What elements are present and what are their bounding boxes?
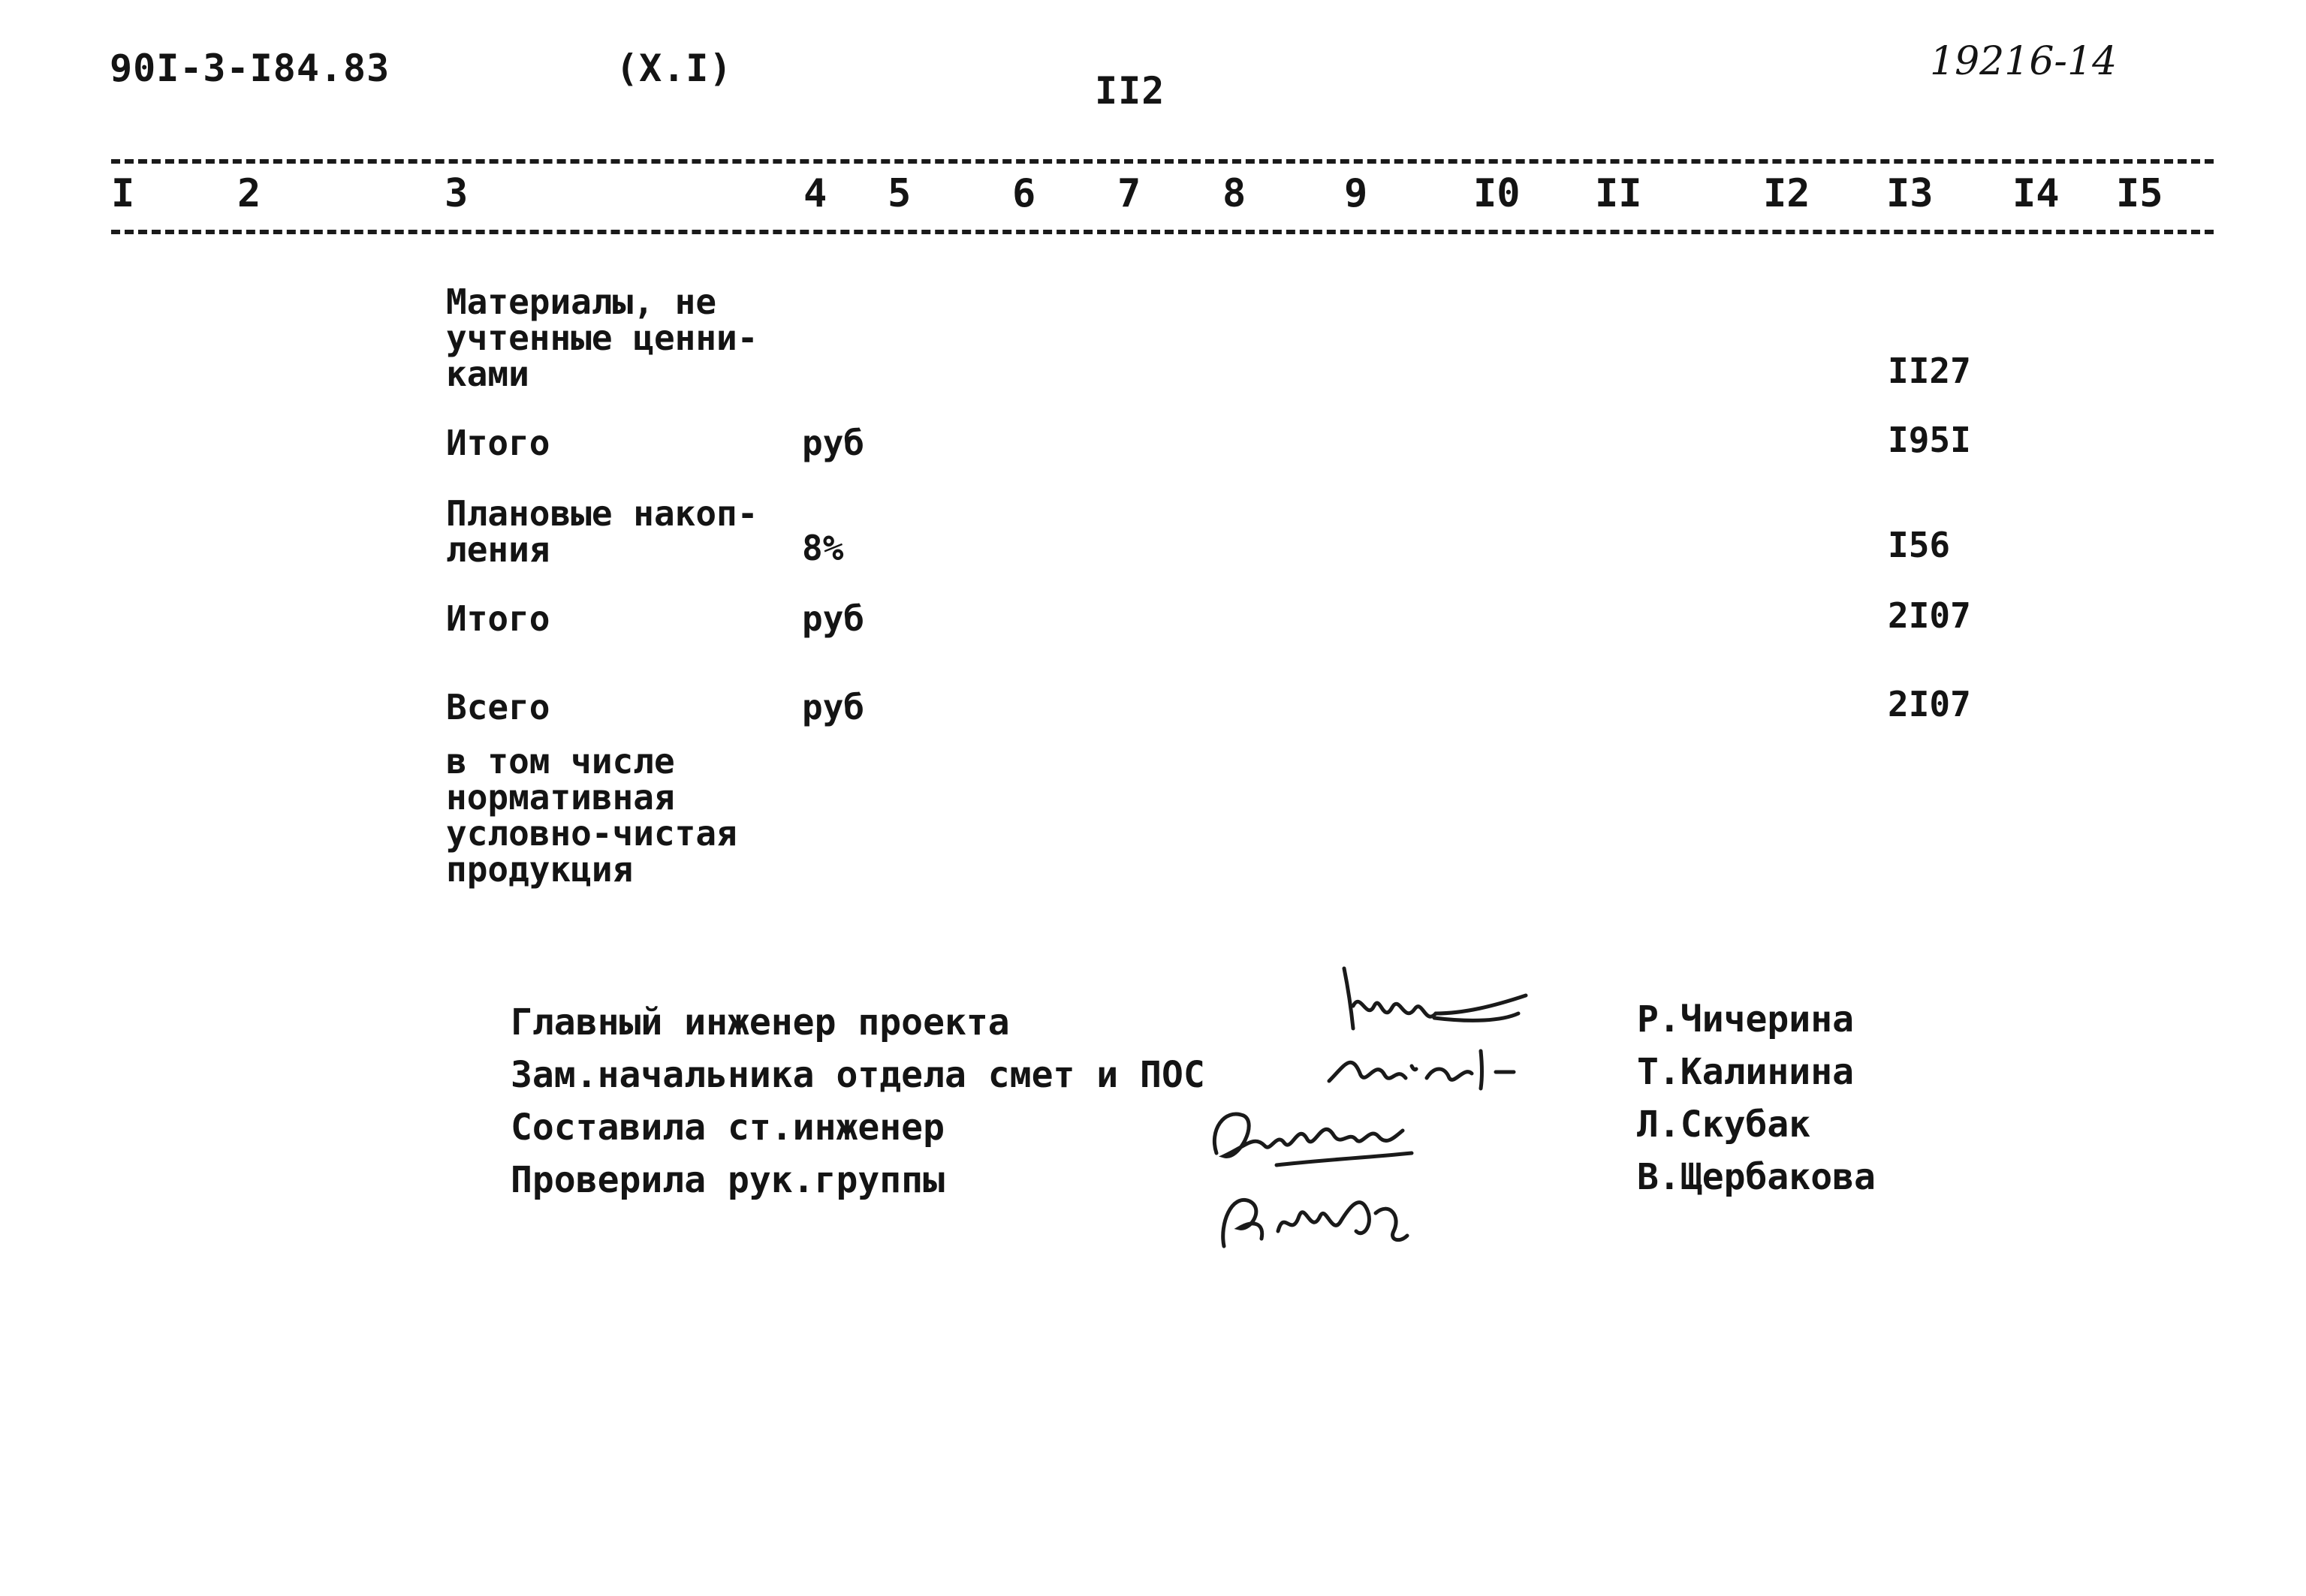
row-amount: 2I07	[1888, 595, 1971, 636]
signer-role: Проверила рук.группы	[511, 1159, 945, 1201]
inventory-number: 19216-14	[1930, 39, 2118, 84]
signature-chicherina	[1322, 961, 1547, 1043]
row-amount: I56	[1888, 525, 1951, 565]
column-number: 9	[1344, 171, 1368, 216]
row-unit: руб	[802, 598, 865, 639]
page-number: II2	[1095, 69, 1165, 113]
column-number: 2	[237, 171, 261, 216]
row-amount: I95I	[1888, 420, 1971, 460]
table-top-rule	[111, 159, 2214, 164]
column-number: I4	[2012, 171, 2060, 216]
row-unit: руб	[802, 687, 865, 727]
signer-name: Р.Чичерина	[1637, 998, 1854, 1040]
row-description: Итого	[446, 423, 550, 463]
column-number: 6	[1012, 171, 1036, 216]
signer-name: Л.Скубак	[1637, 1104, 1811, 1146]
row-amount: 2I07	[1888, 684, 1971, 724]
row-amount: II27	[1888, 351, 1971, 391]
column-number: 3	[445, 171, 469, 216]
signer-role: Зам.начальника отдела смет и ПОС	[511, 1054, 1205, 1096]
row-unit: 8%	[802, 528, 844, 568]
row-description: Итого	[446, 598, 550, 639]
series-code: (X.I)	[616, 47, 733, 90]
column-number: 8	[1222, 171, 1246, 216]
column-number: 7	[1117, 171, 1141, 216]
column-number: I3	[1886, 171, 1934, 216]
column-number: II	[1595, 171, 1642, 216]
signature-skubak	[1201, 1093, 1427, 1176]
table-header-rule	[111, 230, 2214, 234]
column-number: 4	[803, 171, 827, 216]
row-description: Материалы, не учтенные ценни- ками	[446, 282, 758, 394]
column-number: I2	[1763, 171, 1810, 216]
row-description: Всего	[446, 687, 550, 727]
signer-role: Главный инженер проекта	[511, 1001, 1010, 1043]
signer-name: В.Щербакова	[1637, 1156, 1876, 1198]
signer-name: Т.Калинина	[1637, 1051, 1854, 1093]
document-code: 90I-3-I84.83	[110, 47, 390, 90]
column-number: 5	[888, 171, 912, 216]
column-number: I5	[2116, 171, 2163, 216]
signature-shcherbakova	[1209, 1171, 1434, 1254]
row-description: в том числе нормативная условно-чистая продукция	[446, 741, 737, 890]
column-number: I0	[1473, 171, 1521, 216]
column-number: I	[111, 171, 135, 216]
row-unit: руб	[802, 423, 865, 463]
row-description: Плановые накоп- ления	[446, 493, 758, 570]
signer-role: Составила ст.инженер	[511, 1107, 945, 1149]
signature-kalinina	[1322, 1036, 1547, 1096]
